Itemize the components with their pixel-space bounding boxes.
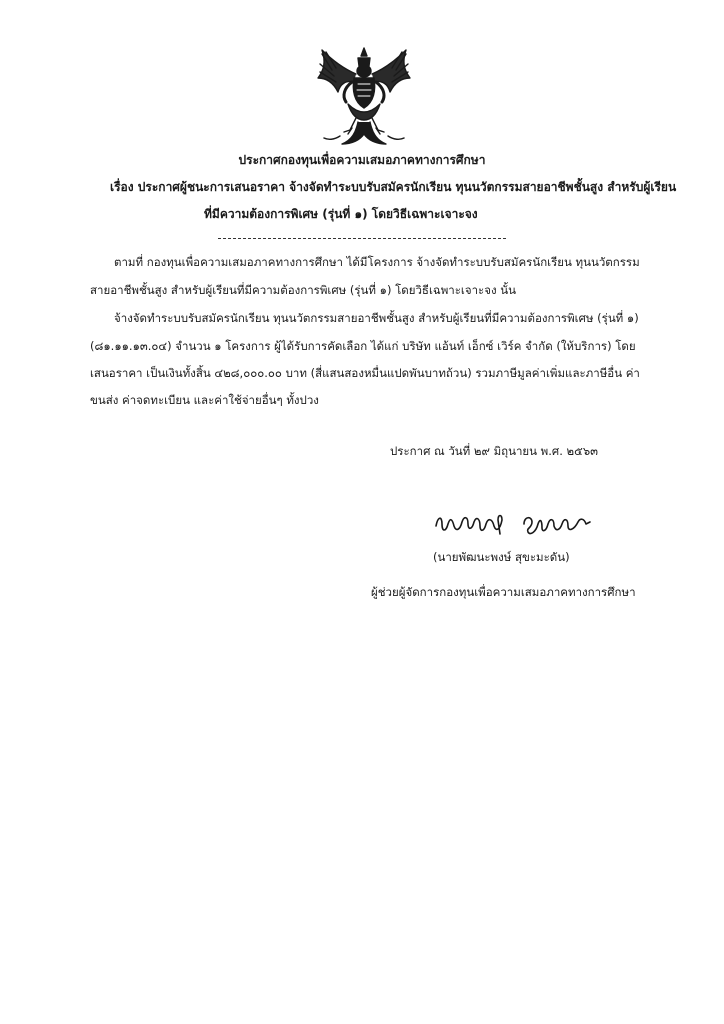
announcement-date: ประกาศ ณ วันที่ ๒๙ มิถุนายน พ.ศ. ๒๕๖๓	[390, 444, 598, 458]
signer-name: (นายพัฒนะพงษ์ สุขะมะดัน)	[433, 550, 570, 564]
handwritten-signature-icon	[428, 506, 598, 540]
paragraph-1-line-2: สายอาชีพชั้นสูง สำหรับผู้เรียนที่มีความต้องการพิเศษ (รุ่นที่ ๑) โดยวิธีเฉพาะเจาะจง นั้น	[90, 283, 516, 297]
paragraph-2-line-1: จ้างจัดทำระบบรับสมัครนักเรียน ทุนนวัตกรรมสายอาชีพชั้นสูง สำหรับผู้เรียนที่มีความต้องการพิเศษ (รุ่นที่ ๑)	[114, 311, 639, 325]
document-subject-line-2: ที่มีความต้องการพิเศษ (รุ่นที่ ๑) โดยวิธีเฉพาะเจาะจง	[204, 207, 478, 221]
document-title: ประกาศกองทุนเพื่อความเสมอภาคทางการศึกษา	[238, 153, 486, 167]
signer-position: ผู้ช่วยผู้จัดการกองทุนเพื่อความเสมอภาคทางการศึกษา	[371, 585, 636, 599]
paragraph-2-line-2: (๘๑.๑๑.๑๓.๐๔) จำนวน ๑ โครงการ ผู้ได้รับการคัดเลือก ได้แก่ บริษัท แอ้นท์ เอ็กซ์ เวิร์ค จำกัด (ให้บริการ) โดย	[90, 339, 636, 353]
garuda-emblem-icon	[312, 44, 416, 150]
paragraph-1-line-1: ตามที่ กองทุนเพื่อความเสมอภาคทางการศึกษา ได้มีโครงการ จ้างจัดทำระบบรับสมัครนักเรียน ทุนนวัตกรรม	[114, 255, 640, 269]
paragraph-2-line-3: เสนอราคา เป็นเงินทั้งสิ้น ๔๒๘,๐๐๐.๐๐ บาท (สี่แสนสองหมื่นแปดพันบาทถ้วน) รวมภาษีมูลค่าเพิ่มและภาษีอื่น ค่า	[90, 366, 640, 380]
paragraph-2-line-4: ขนส่ง ค่าจดทะเบียน และค่าใช้จ่ายอื่นๆ ทั้งปวง	[90, 393, 319, 407]
document-subject-line-1: เรื่อง ประกาศผู้ชนะการเสนอราคา จ้างจัดทำระบบรับสมัครนักเรียน ทุนนวัตกรรมสายอาชีพชั้นสูง สำหรับผู้เรียน	[110, 180, 677, 194]
section-divider	[218, 238, 506, 239]
